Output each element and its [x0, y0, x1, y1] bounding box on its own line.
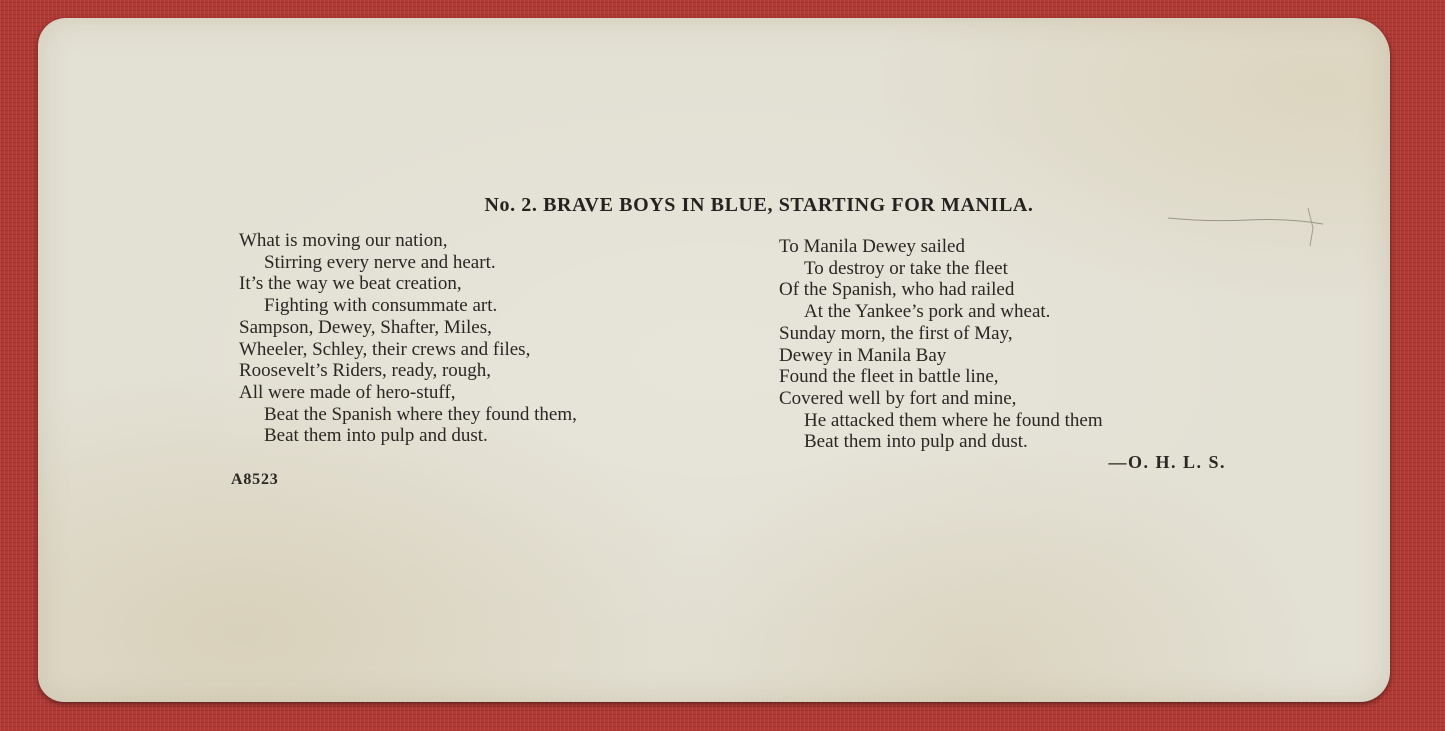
poem-line: He attacked them where he found them [804, 409, 1103, 431]
poem-line: Of the Spanish, who had railed [779, 279, 1015, 301]
poem-line: Stirring every nerve and heart. [264, 251, 496, 273]
poem-line: At the Yankee’s pork and wheat. [804, 301, 1051, 323]
poem-line: Covered well by fort and mine, [779, 387, 1017, 409]
poem-line: What is moving our nation, [239, 230, 448, 251]
poem-line: Beat them into pulp and dust. [264, 425, 488, 447]
poem-line: Beat them into pulp and dust. [804, 431, 1028, 453]
poem-line: Sampson, Dewey, Shafter, Miles, [239, 316, 492, 338]
poem-signature: —O. H. L. S. [1108, 452, 1226, 472]
poem-line: Sunday morn, the first of May, [779, 322, 1013, 344]
poem-line: Fighting with consummate art. [264, 295, 498, 317]
poem-line: To destroy or take the fleet [804, 257, 1008, 279]
poem-line: Roosevelt’s Riders, ready, rough, [239, 360, 492, 382]
poem-line: It’s the way we beat creation, [239, 273, 462, 295]
poem-line: All were made of hero-stuff, [239, 381, 456, 403]
poem-line: Dewey in Manila Bay [779, 344, 947, 366]
poem-line: Found the fleet in battle line, [779, 366, 999, 388]
poem-line: Wheeler, Schley, their crews and files, [239, 338, 531, 360]
catalog-number: A8523 [231, 471, 279, 488]
stereoview-card-back [38, 18, 1390, 702]
paper-crack-mark [1168, 208, 1328, 248]
poem-line: To Manila Dewey sailed [779, 236, 965, 257]
poem-right-column [779, 236, 1103, 453]
poem-line: Beat the Spanish where they found them, [264, 403, 577, 425]
poem-left-column [239, 230, 577, 447]
card-title: No. 2. BRAVE BOYS IN BLUE, STARTING FOR MANILA. [484, 194, 1034, 216]
